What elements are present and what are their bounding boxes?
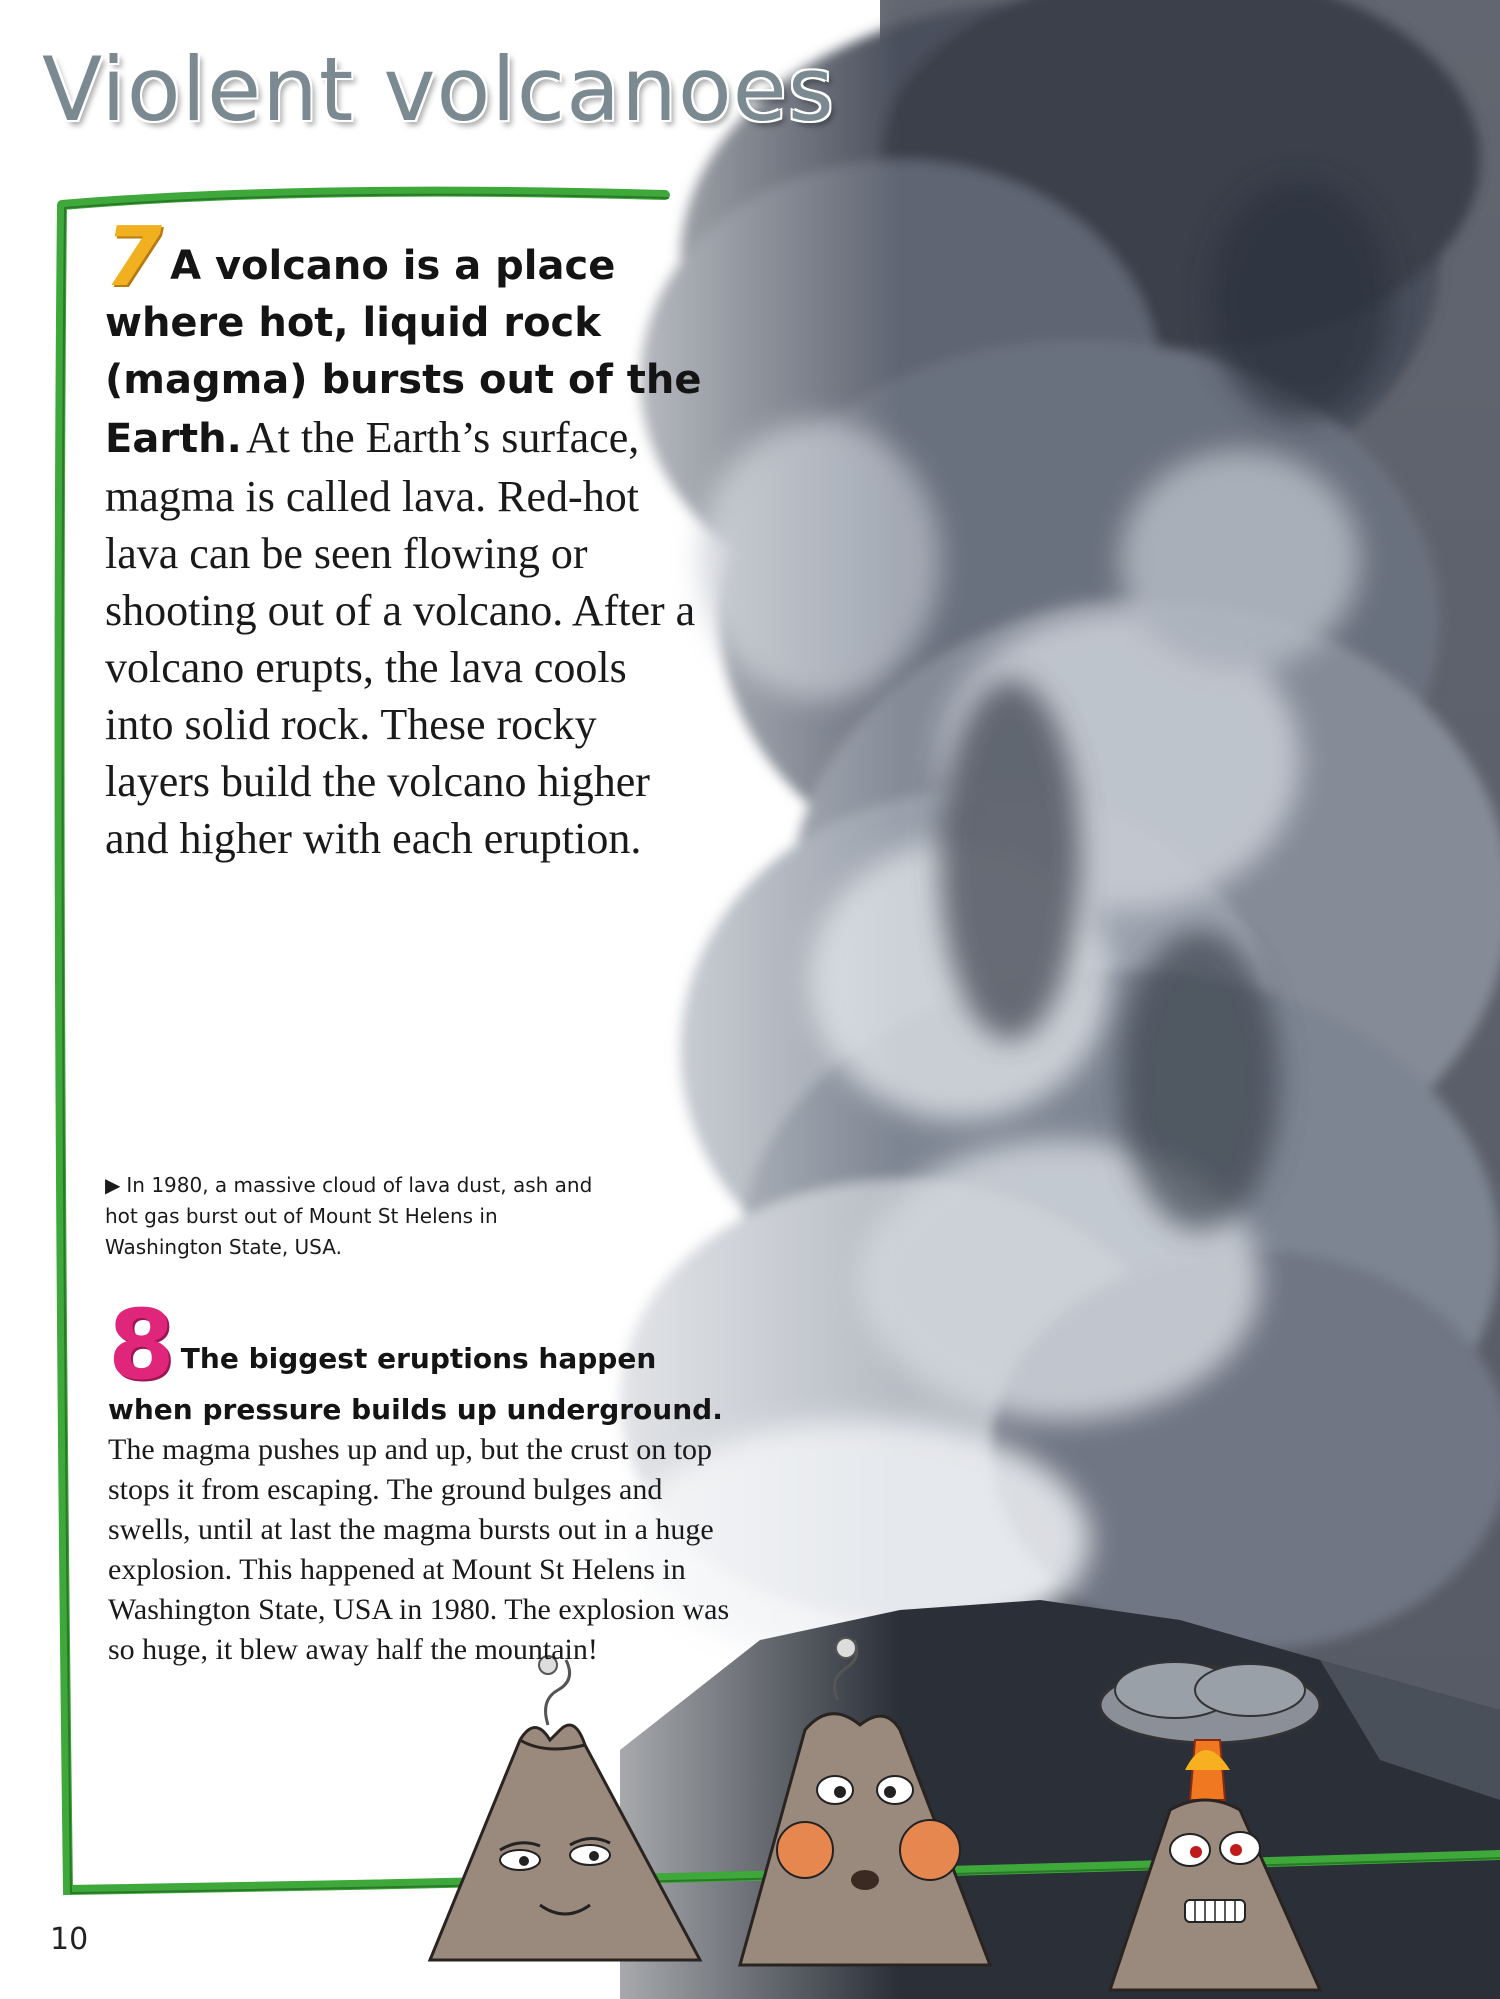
- fact-7-body: At the Earth’s surface, magma is called lava. Red-hot lava can be seen flowing or shooting out of a volcano. After a volcano erupts, the lava cools into solid rock. These rocky layers build the volcano higher and higher with each eruption.: [105, 413, 696, 863]
- caption-text: In 1980, a massive cloud of lava dust, ash and hot gas burst out of Mount St Helens in Washington State, USA.: [105, 1173, 593, 1259]
- caption-arrow-icon: ▶: [105, 1173, 121, 1197]
- page-title: Violent volcanoes: [42, 38, 835, 141]
- fact-7: [105, 210, 705, 867]
- fact-8-body: The magma pushes up and up, but the crust on top stops it from escaping. The ground bulges and swells, until at last the magma bursts out in a huge explosion. This happened at Mount St Helens in Washington State, USA in 1980. The explosion was so huge, it blew away half the mountain!: [108, 1433, 730, 1666]
- page-number: 10: [50, 1922, 89, 1957]
- fact-8-lead: The biggest eruptions happen when pressure builds up underground.: [108, 1342, 723, 1426]
- fact-8: [108, 1289, 748, 1670]
- photo-caption: [105, 1170, 605, 1263]
- fact-8-number: 8: [108, 1289, 175, 1401]
- fact-7-lead: A volcano is a place where hot, liquid rock (magma) bursts out of the Earth.: [105, 243, 702, 462]
- fact-7-number: 7: [105, 210, 163, 305]
